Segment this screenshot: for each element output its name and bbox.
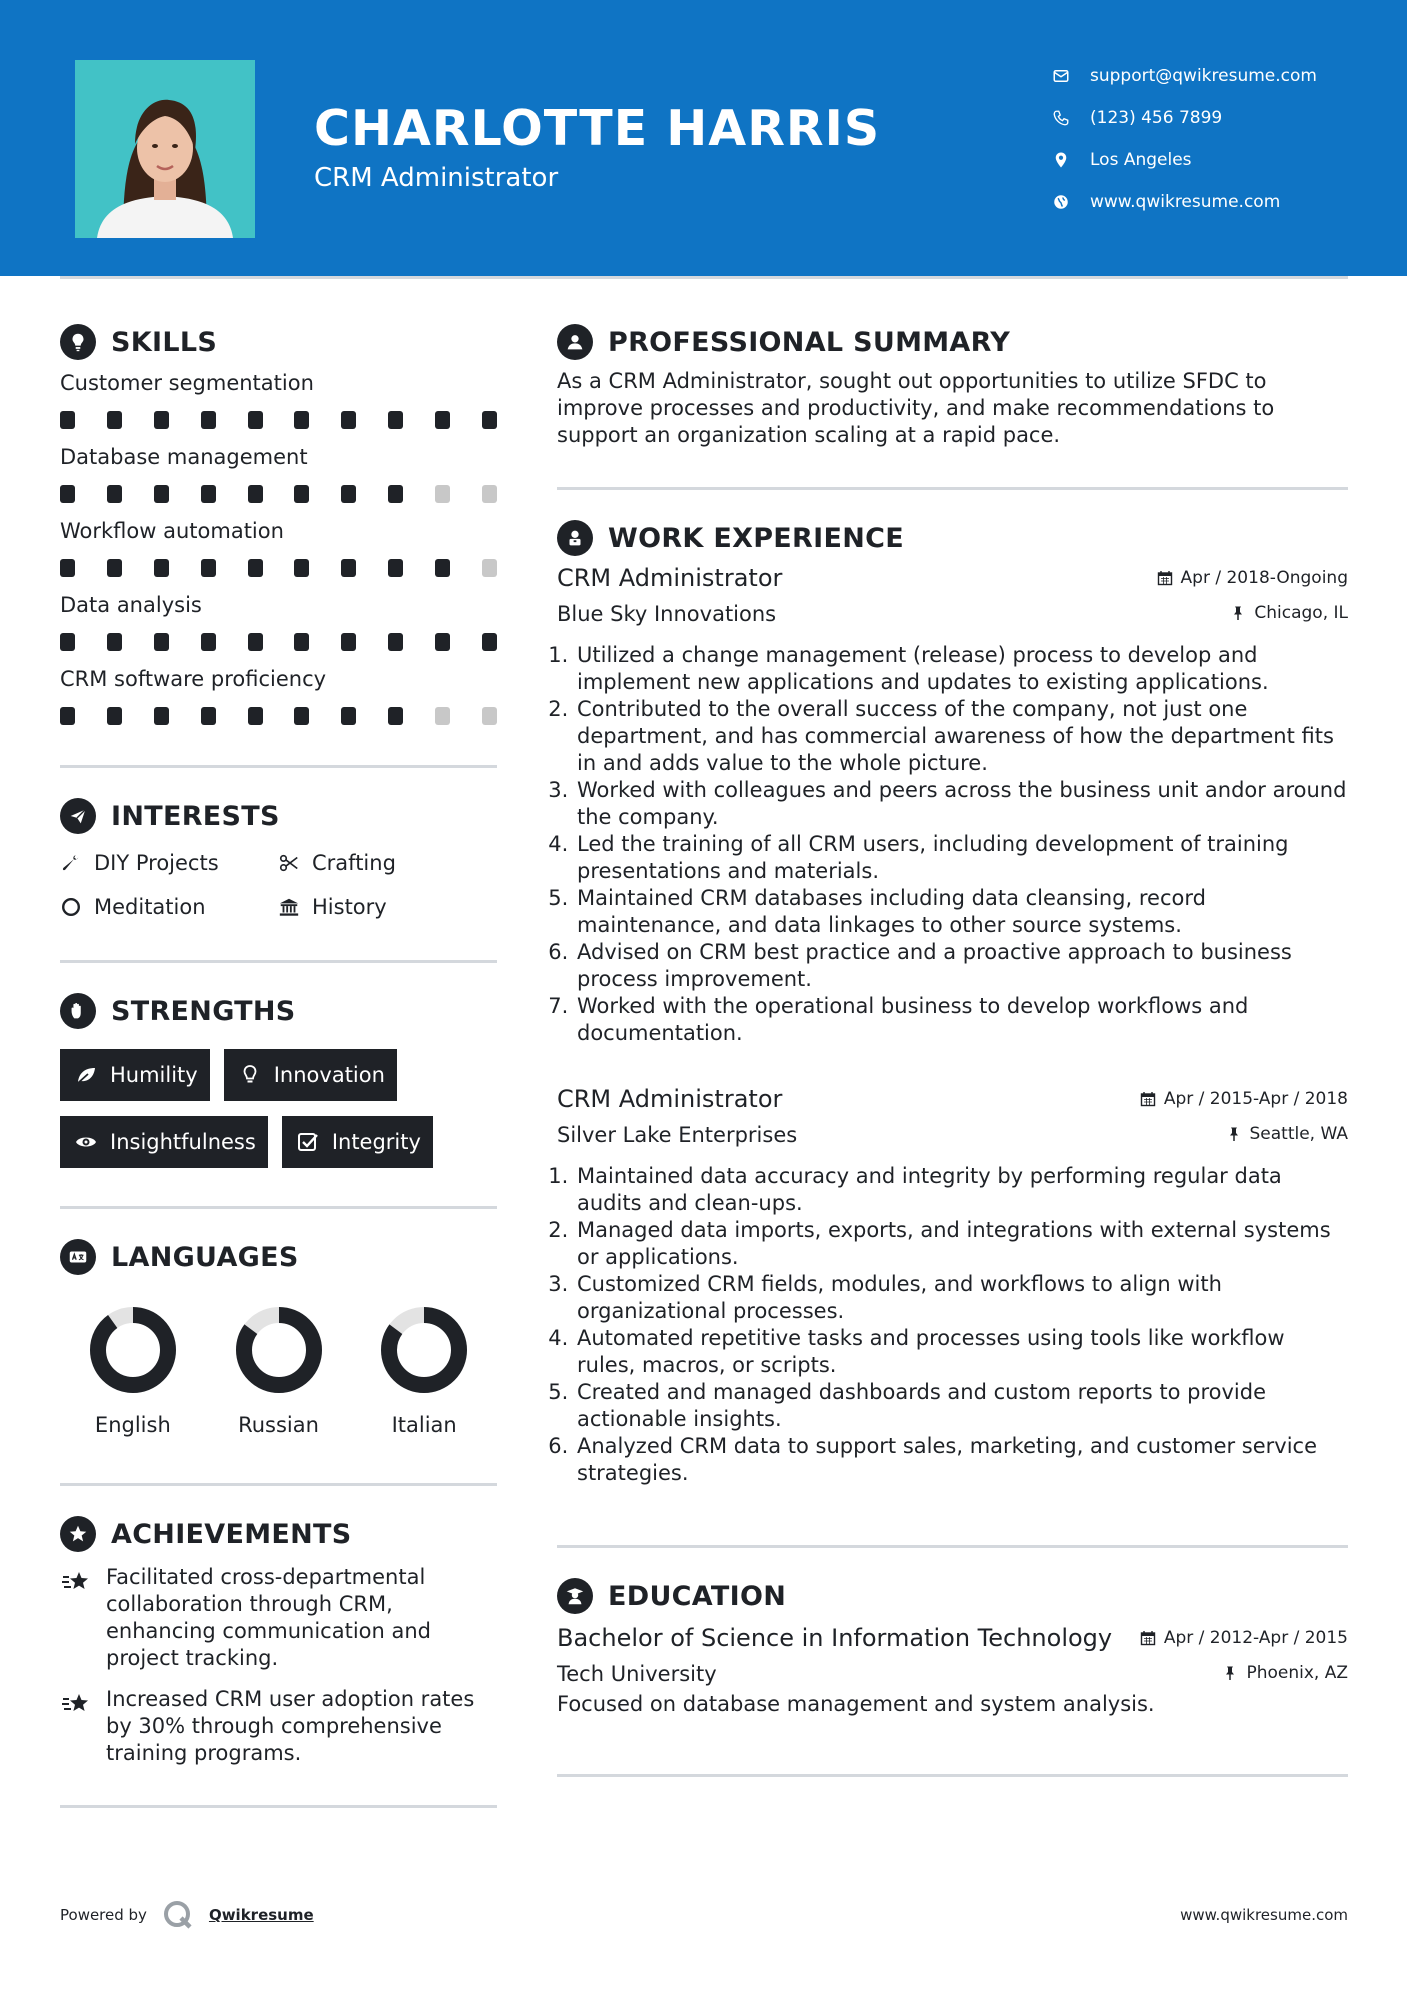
skill-name: CRM software proficiency [60,667,327,691]
strength-label: Innovation [273,1063,385,1087]
header-divider [60,276,1348,279]
interest-item [278,894,497,920]
language-item [60,1305,206,1437]
footer-powered-by [60,1898,314,1932]
job-entry [557,564,1348,1047]
job-dates [1157,568,1348,588]
skill-dot-filled [154,411,169,429]
skill-dot-filled [341,559,356,577]
eye-icon [74,1130,98,1154]
job-bullet: 1. Maintained data accuracy and integrity by performing regular data audits and clean-ups. [575,1163,1348,1217]
skill-dot-filled [60,633,75,651]
skill-dot-filled [248,411,263,429]
skill-rating [60,559,497,577]
star-icon [60,1688,92,1720]
education-title: EDUCATION [608,1580,787,1612]
profile-photo [75,60,255,238]
skill-dot-filled [388,559,403,577]
skill-item [60,593,497,651]
strength-label: Insightfulness [110,1130,256,1154]
achievements-title: ACHIEVEMENTS [111,1518,352,1550]
leaf-icon [74,1063,98,1087]
skill-dot-filled [154,707,169,725]
skill-dot-filled [388,485,403,503]
job-subheader [557,602,1348,626]
calendar-icon [1157,570,1173,586]
section-divider [60,1206,497,1209]
skill-dot-filled [107,707,122,725]
skill-dot-filled [482,411,497,429]
skill-rating [60,485,497,503]
strengths-heading [60,991,497,1031]
job-bullet: 4. Automated repetitive tasks and processes using tools like workflow rules, macros, or scripts. [575,1325,1348,1379]
user-icon [557,324,593,360]
languages-list [60,1305,497,1437]
language-donut [379,1305,469,1395]
section-divider [60,1805,497,1808]
language-icon [60,1239,96,1275]
strengths-list [60,1049,497,1168]
job-title: CRM Administrator [557,564,783,592]
skill-dot-empty [435,707,450,725]
section-divider [60,1483,497,1486]
contact-list [1052,55,1392,223]
skill-dot-filled [435,633,450,651]
skill-dot-filled [201,485,216,503]
interest-label: History [312,895,387,919]
skill-item [60,667,497,725]
skill-name: Database management [60,445,308,469]
strength-tag [282,1116,433,1168]
interest-label: Crafting [312,851,396,875]
job-header [557,1085,1348,1113]
job-bullet: 3. Worked with colleagues and peers across the business unit andor around the company. [575,777,1348,831]
job-bullets [557,1163,1348,1487]
strength-tag [60,1049,210,1101]
job-dates-text: Apr / 2015-Apr / 2018 [1163,1089,1348,1109]
skill-dot-filled [60,485,75,503]
job-bullet: 7. Worked with the operational business to develop workflows and documentation. [575,993,1348,1047]
right-column [557,322,1348,1777]
map-pin-icon [1052,151,1070,169]
skill-dot-filled [388,707,403,725]
globe-icon [1052,193,1070,211]
strengths-title: STRENGTHS [111,995,296,1027]
footer-url[interactable]: www.qwikresume.com [1180,1906,1348,1924]
job-bullet: 1. Utilized a change management (release) process to develop and implement new applications and updates to existing applications. [575,642,1348,696]
graduate-icon [557,1578,593,1614]
summary-title: PROFESSIONAL SUMMARY [608,326,1011,358]
contact-phone-text: (123) 456 7899 [1090,108,1223,128]
skill-dot-filled [341,633,356,651]
job-location-text: Seattle, WA [1249,1124,1348,1144]
candidate-role: CRM Administrator [314,163,559,193]
skill-dot-filled [294,485,309,503]
interests-list [60,850,497,920]
job-bullets [557,642,1348,1047]
wrench-icon [60,852,82,874]
strength-label: Humility [110,1063,198,1087]
qwikresume-logo-icon [161,1898,195,1932]
hand-icon [60,993,96,1029]
achievements-heading [60,1514,497,1554]
contact-website[interactable] [1052,181,1392,223]
powered-by-label: Powered by [60,1906,147,1924]
phone-icon [1052,109,1070,127]
achievement-text: Increased CRM user adoption rates by 30% through comprehensive training programs. [106,1687,475,1765]
interest-item [60,850,278,876]
skill-name: Customer segmentation [60,371,314,395]
skill-dot-filled [341,707,356,725]
skill-dot-filled [60,707,75,725]
job-location [1226,1124,1349,1144]
skill-dot-empty [482,707,497,725]
candidate-name: CHARLOTTE HARRIS [314,100,881,157]
skill-dot-filled [388,411,403,429]
skills-title: SKILLS [111,326,218,358]
achievement-item [60,1686,497,1767]
interests-heading [60,796,497,836]
skill-dot-empty [482,485,497,503]
skill-dot-filled [201,559,216,577]
skill-dot-filled [107,633,122,651]
skills-list [60,371,497,725]
strength-tag [60,1116,268,1168]
skill-dot-filled [248,633,263,651]
education-dates [1140,1628,1348,1648]
skill-dot-filled [154,485,169,503]
job-bullet: 6. Analyzed CRM data to support sales, marketing, and customer service strategies. [575,1433,1348,1487]
section-divider [60,960,497,963]
language-item [206,1305,352,1437]
skill-dot-filled [201,633,216,651]
job-bullet: 2. Managed data imports, exports, and integrations with external systems or applications. [575,1217,1348,1271]
job-dates-text: Apr / 2018-Ongoing [1180,568,1348,588]
language-item [351,1305,497,1437]
skill-dot-filled [107,411,122,429]
contact-phone[interactable] [1052,97,1392,139]
resume-header [0,0,1407,276]
skill-dot-filled [201,411,216,429]
skill-dot-filled [482,633,497,651]
job-bullet: 5. Maintained CRM databases including data cleansing, record maintenance, and data linkages to other source systems. [575,885,1348,939]
languages-title: LANGUAGES [111,1241,299,1273]
job-bullet: 6. Advised on CRM best practice and a proactive approach to business process improvement. [575,939,1348,993]
interest-item [278,850,497,876]
skill-dot-filled [435,411,450,429]
paper-plane-icon [60,798,96,834]
briefcase-user-icon [557,520,593,556]
skill-dot-filled [248,559,263,577]
skill-rating [60,633,497,651]
left-column [60,322,497,1808]
circle-icon [60,896,82,918]
job-title: CRM Administrator [557,1085,783,1113]
interest-label: Meditation [94,895,206,919]
education-entry [557,1624,1348,1716]
contact-location-text: Los Angeles [1090,150,1192,170]
interests-title: INTERESTS [111,800,280,832]
skill-item [60,371,497,429]
skill-dot-filled [60,411,75,429]
language-donut [234,1305,324,1395]
skill-item [60,445,497,503]
skill-dot-filled [341,485,356,503]
skills-heading [60,322,497,362]
skill-rating [60,411,497,429]
donut-fill [98,1315,168,1385]
interest-item [60,894,278,920]
achievement-text: Facilitated cross-departmental collaboration through CRM, enhancing communication and project tracking. [106,1565,431,1670]
pushpin-icon [1230,605,1246,621]
skill-dot-filled [294,411,309,429]
skill-dot-filled [248,485,263,503]
job-bullet: 4. Led the training of all CRM users, including development of training presentations and materials. [575,831,1348,885]
calendar-icon [1140,1091,1156,1107]
skill-dot-filled [107,559,122,577]
interest-label: DIY Projects [94,851,219,875]
education-heading [557,1576,1348,1616]
achievement-item [60,1564,497,1672]
skill-dot-filled [435,559,450,577]
lightbulb-icon [60,324,96,360]
section-divider [557,487,1348,490]
skill-dot-filled [294,707,309,725]
skill-name: Data analysis [60,593,202,617]
education-header [557,1624,1348,1652]
star-icon [60,1566,92,1598]
education-subheader [557,1662,1348,1686]
skill-rating [60,707,497,725]
job-location-text: Chicago, IL [1254,603,1348,623]
summary-heading [557,322,1348,362]
skill-dot-filled [341,411,356,429]
contact-location [1052,139,1392,181]
pushpin-icon [1226,1126,1242,1142]
language-name: Russian [238,1413,319,1437]
job-subheader [557,1123,1348,1147]
job-bullet: 3. Customized CRM fields, modules, and workflows to align with organizational processes. [575,1271,1348,1325]
section-divider [557,1545,1348,1548]
skill-item [60,519,497,577]
skill-dot-filled [107,485,122,503]
contact-email-text: support@qwikresume.com [1090,66,1317,86]
job-bullet: 5. Created and managed dashboards and custom reports to provide actionable insights. [575,1379,1348,1433]
contact-email[interactable] [1052,55,1392,97]
skill-dot-filled [294,559,309,577]
job-location [1230,603,1348,623]
contact-website-text: www.qwikresume.com [1090,192,1281,212]
job-entry [557,1085,1348,1487]
skill-dot-filled [154,633,169,651]
school-name: Tech University [557,1662,717,1686]
education-dates-text: Apr / 2012-Apr / 2015 [1163,1628,1348,1648]
brand-link[interactable]: Qwikresume [208,1906,314,1924]
language-name: Italian [391,1413,457,1437]
experience-title: WORK EXPERIENCE [608,522,904,554]
envelope-icon [1052,67,1070,85]
skill-name: Workflow automation [60,519,284,543]
scissors-icon [278,852,300,874]
lightbulb-icon [238,1063,262,1087]
strength-label: Integrity [331,1130,421,1154]
skill-dot-empty [482,559,497,577]
education-location [1222,1663,1348,1683]
job-bullet: 2. Contributed to the overall success of the company, not just one department, and has commercial awareness of how the department fits in and adds value to the whole picture. [575,696,1348,777]
languages-heading [60,1237,497,1277]
section-divider [60,765,497,768]
pushpin-icon [1222,1665,1238,1681]
calendar-icon [1140,1630,1156,1646]
achievements-list [60,1564,497,1767]
check-square-icon [296,1130,320,1154]
strength-tag [224,1049,397,1101]
education-location-text: Phoenix, AZ [1246,1663,1348,1683]
company-name: Blue Sky Innovations [557,602,777,626]
job-dates [1140,1089,1348,1109]
skill-dot-filled [388,633,403,651]
language-donut [88,1305,178,1395]
skill-dot-empty [435,485,450,503]
skill-dot-filled [248,707,263,725]
skill-dot-filled [201,707,216,725]
skill-dot-filled [154,559,169,577]
skill-dot-filled [294,633,309,651]
summary-text: As a CRM Administrator, sought out opportunities to utilize SFDC to improve processes and productivity, and make recommendations to support an organization scaling at a rapid pace. [557,369,1275,447]
museum-icon [278,896,300,918]
education-description: Focused on database management and system analysis. [557,1692,1155,1716]
skill-dot-filled [60,559,75,577]
company-name: Silver Lake Enterprises [557,1123,798,1147]
degree-name: Bachelor of Science in Information Technology [557,1624,1113,1652]
star-badge-icon [60,1516,96,1552]
experience-heading [557,518,1348,558]
job-header [557,564,1348,592]
language-name: English [94,1413,171,1437]
section-divider [557,1774,1348,1777]
